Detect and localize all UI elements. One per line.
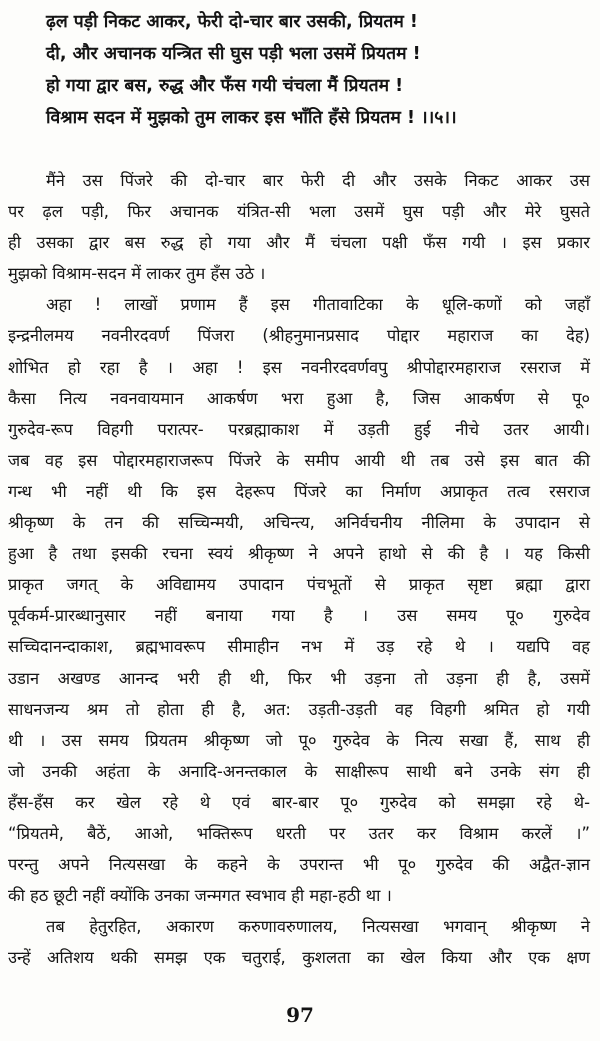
verse-line: हो गया द्वार बस, रुद्ध और फँस गयी चंचला मैं प्रियतम ! <box>46 76 404 96</box>
text-line: पूर्वकर्म-प्रारब्धानुसार नहीं बनाया गया है । उस समय पू० गुरुदेव <box>8 606 590 626</box>
text-line: तब हेतुरहित, अकारण करुणावरुणालय, नित्यसखा भगवान् श्रीकृष्ण ने <box>46 917 590 937</box>
text-line: गुरुदेव-रूप विहगी परात्पर- परब्रह्माकाश में उड़ती हुई नीचे उतर आयी। <box>8 419 590 439</box>
text-line: ही उसका द्वार बस रुद्ध हो गया और मैं चंचला पक्षी फँस गयी । इस प्रकार <box>8 233 590 253</box>
text-line: प्राकृत जगत् के अविद्यामय उपादान पंचभूतों से प्राकृत सृष्टा ब्रह्मा द्वारा <box>8 575 590 595</box>
paragraph <box>8 165 590 289</box>
text-line: थी । उस समय प्रियतम श्रीकृष्ण जो पू० गुरुदेव के नित्य सखा हैं, साथ ही <box>8 730 590 750</box>
text-line: इन्द्रनीलमय नवनीरदवर्ण पिंजरा (श्रीहनुमानप्रसाद पोद्दार महाराज का देह) <box>8 326 590 346</box>
text-line: हुआ है तथा इसकी रचना स्वयं श्रीकृष्ण ने अपने हाथो से की है । यह किसी <box>8 544 590 564</box>
text-line: परन्तु अपने नित्यसखा के कहने के उपरान्त भी पू० गुरुदेव की अद्वैत-ज्ञान <box>8 855 590 875</box>
text-line: सच्चिदानन्दाकाश, ब्रह्मभावरूप सीमाहीन नभ में उड़ रहे थे । यद्यपि वह <box>8 637 590 657</box>
text-line: की हठ छूटी नहीं क्योंकि उनका जन्मगत स्वभाव ही महा-हठी था । <box>8 886 392 906</box>
verse-block <box>46 6 586 134</box>
commentary-text <box>8 165 590 973</box>
text-line: मैंने उस पिंजरे की दो-चार बार फेरी दी और उसके निकट आकर उस <box>46 171 590 190</box>
text-line: हँस-हँस कर खेल रहे थे एवं बार-बार पू० गुरुदेव को समझा रहे थे- <box>8 792 590 812</box>
text-line: गन्ध भी नहीं थी कि इस देहरूप पिंजरे का निर्माण अप्राकृत तत्व रसराज <box>8 481 590 501</box>
text-line: जब वह इस पोद्दारमहाराजरूप पिंजरे के समीप आयी थी तब उसे इस बात की <box>8 450 590 470</box>
paragraph <box>8 289 590 911</box>
text-line: शोभित हो रहा है । अहा ! इस नवनीरदवर्णवपु श्रीपोद्दारमहाराज रसराज में <box>8 357 590 377</box>
text-line: उन्हें अतिशय थकी समझ एक चतुराई, कुशलता का खेल किया और एक क्षण <box>8 948 590 968</box>
verse-line: ढ़ल पड़ी निकट आकर, फेरी दो-चार बार उसकी, प्रियतम ! <box>46 12 418 32</box>
text-line: पर ढ़ल पड़ी, फिर अचानक यंत्रित-सी भला उसमें घुस पड़ी और मेरे घुसते <box>8 202 590 222</box>
text-line: श्रीकृष्ण के तन की सच्चिन्मयी, अचिन्त्य, अनिर्वचनीय नीलिमा के उपादान से <box>8 513 590 533</box>
text-line: उडान अखण्ड आनन्द भरी ही थी, फिर भी उड़ना तो उड़ना ही है, उसमें <box>8 668 590 688</box>
text-line: कैसा नित्य नवनवायमान आकर्षण भरा हुआ है, जिस आकर्षण से पू० <box>8 388 590 408</box>
text-line: “प्रियतमे, बैठें, आओ, भक्तिरूप धरती पर उतर कर विश्राम करलें ।” <box>8 823 590 843</box>
verse-line: विश्राम सदन में मुझको तुम लाकर इस भाँति हँसे प्रियतम ! ।।५।। <box>46 108 457 128</box>
page-number: 97 <box>286 1003 314 1027</box>
paragraph <box>8 911 590 973</box>
text-line: मुझको विश्राम-सदन में लाकर तुम हँस उठे । <box>8 264 266 284</box>
text-line: साधनजन्य श्रम तो होता ही है, अत: उड़ती-उड़ती वह विहगी श्रमित हो गयी <box>8 699 590 719</box>
verse-line: दी, और अचानक यन्त्रित सी घुस पड़ी भला उसमें प्रियतम ! <box>46 44 421 64</box>
text-line: जो उनकी अहंता के अनादि-अनन्तकाल के साक्षीरूप साथी बने उनके संग ही <box>8 761 590 781</box>
text-line: अहा ! लाखों प्रणाम हैं इस गीतावाटिका के धूलि-कणों को जहाँ <box>46 295 590 315</box>
